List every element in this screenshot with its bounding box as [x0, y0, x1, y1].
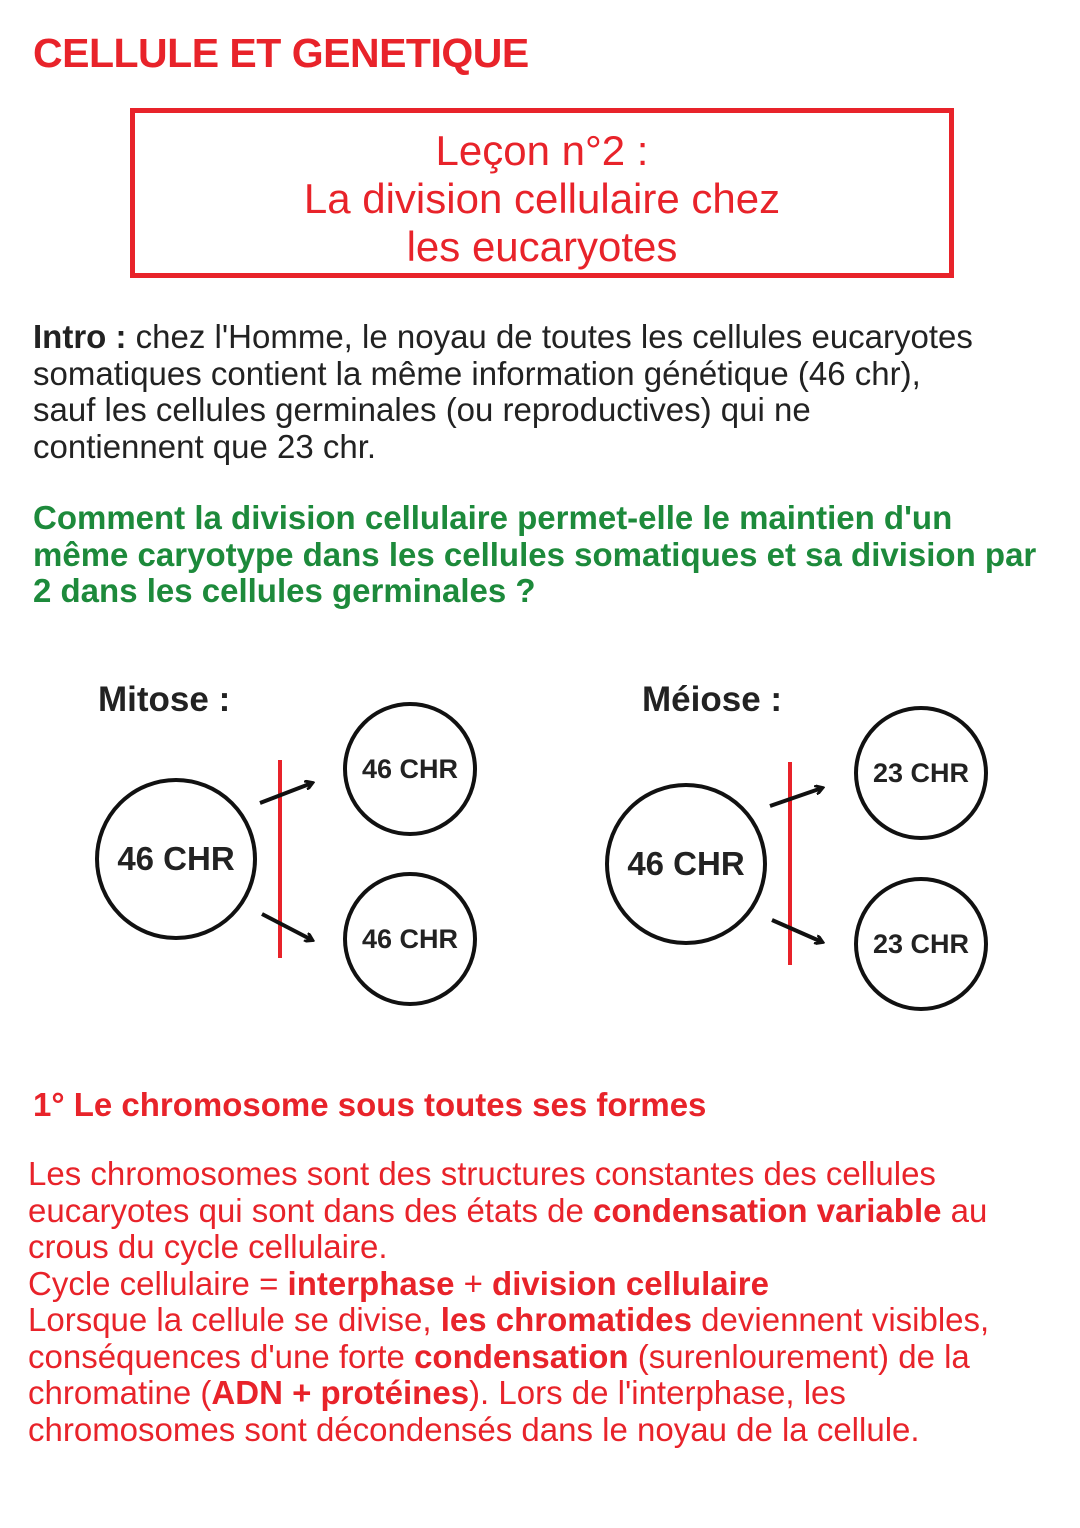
lesson-title-line-1: La division cellulaire chez	[303, 175, 781, 222]
meiose-arrow-down	[772, 920, 822, 942]
body-line: chromatine (ADN + protéines). Lors de l'interphase, les	[28, 1374, 846, 1411]
meiose-label: Méiose :	[642, 680, 783, 719]
page-title: CELLULE ET GENETIQUE	[33, 30, 529, 76]
section-1-title: 1° Le chromosome sous toutes ses formes	[33, 1086, 707, 1123]
body-line: eucaryotes qui sont dans des états de condensation variable au	[28, 1191, 988, 1229]
intro-line: contiennent que 23 chr.	[33, 427, 377, 465]
intro-line: chez l'Homme, le noyau de toutes les cellules eucaryotes	[126, 318, 973, 355]
cell-label: 23 CHR	[872, 928, 970, 959]
intro-line: somatiques contient la même information génétique (46 chr),	[33, 354, 921, 392]
intro-label: Intro :	[33, 318, 127, 355]
mitose-arrow-up	[260, 783, 312, 803]
mitose-daughter-cell	[343, 702, 477, 836]
intro-line: sauf les cellules germinales (ou reproductives) qui ne	[33, 391, 811, 428]
meiose-daughter-cell	[854, 706, 988, 840]
body-line: Les chromosomes sont des structures constantes des cellules	[28, 1155, 936, 1192]
question-line: même caryotype dans les cellules somatiques et sa division par	[33, 535, 1037, 573]
mitose-daughter-cell	[343, 872, 477, 1006]
body-line: chromosomes sont décondensés dans le noyau de la cellule.	[28, 1410, 920, 1448]
cell-label: 23 CHR	[872, 757, 970, 788]
body-line: Lorsque la cellule se divise, les chromatides deviennent visibles,	[28, 1301, 990, 1338]
meiose-daughter-cell	[854, 877, 988, 1011]
mitose-label: Mitose :	[98, 680, 231, 719]
question-line: Comment la division cellulaire permet-elle le maintien d'un	[33, 499, 953, 536]
body-line: conséquences d'une forte condensation (surenlourement) de la	[28, 1337, 970, 1375]
lesson-title-line-2: les eucaryotes	[406, 223, 678, 270]
meiose-arrow-up	[770, 788, 822, 806]
mitose-parent-cell	[95, 778, 257, 940]
section-1-body	[28, 1156, 1058, 1448]
lesson-number: Leçon n°2 :	[435, 127, 649, 174]
question-line: 2 dans les cellules germinales ?	[33, 572, 536, 609]
cell-label: 46 CHR	[361, 753, 459, 784]
body-line: Cycle cellulaire = interphase + division cellulaire	[28, 1264, 769, 1302]
cell-label: 46 CHR	[361, 923, 459, 954]
cell-label: 46 CHR	[117, 840, 235, 877]
meiose-parent-cell	[605, 783, 767, 945]
cell-label: 46 CHR	[627, 845, 745, 882]
mitose-arrow-down	[262, 914, 312, 940]
body-line: crous du cycle cellulaire.	[28, 1228, 388, 1265]
